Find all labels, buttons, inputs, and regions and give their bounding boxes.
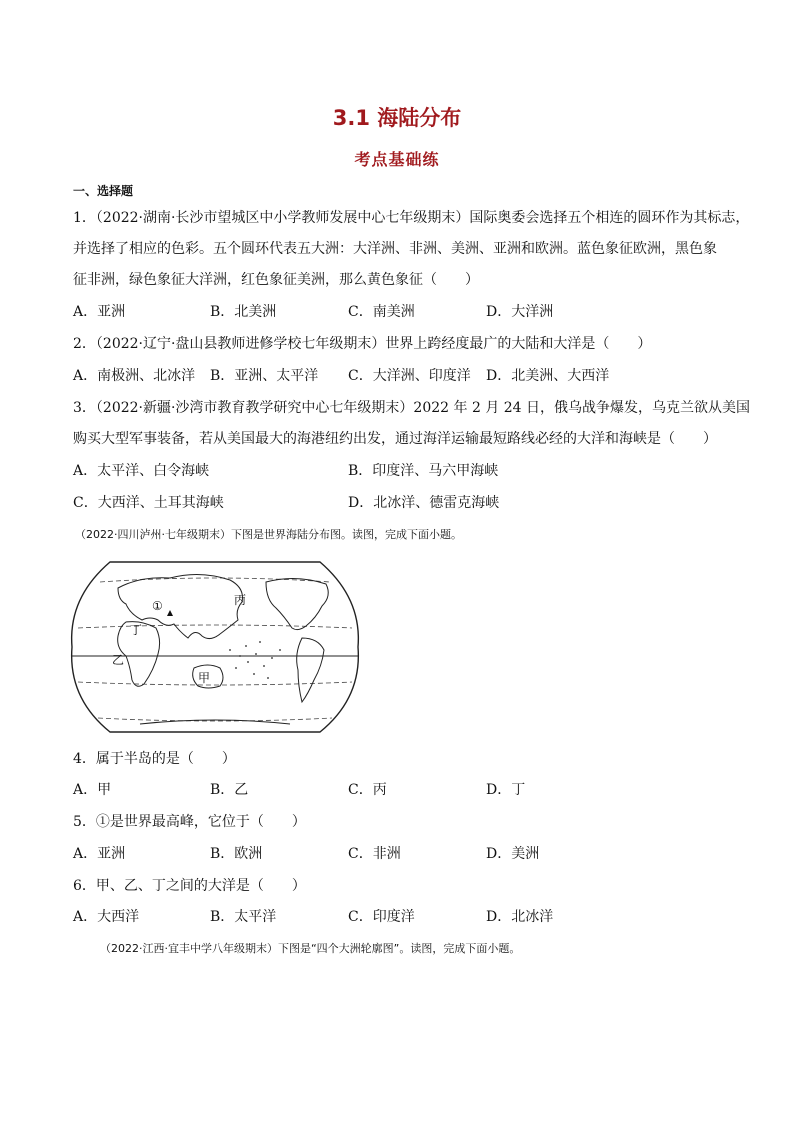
footer-intro-text: （2022·江西·宜丰中学八年级期末）下图是“四个大洲轮廓图”。读图，完成下面小题。 (100, 942, 521, 955)
q3-option-b: B．印度洋、马六甲海峡 (348, 463, 499, 479)
q4-option-a: A．甲 (73, 782, 112, 798)
page-subtitle: 考点基础练 (354, 150, 440, 169)
q6-option-c: C．印度洋 (348, 909, 415, 925)
section-heading: 一、选择题 (73, 184, 134, 198)
map-intro-text: （2022·四川泸州·七年级期末）下图是世界海陆分布图。读图，完成下面小题。 (75, 528, 462, 541)
map-label-peak: ① (152, 599, 163, 613)
world-map (70, 558, 360, 736)
q4-text: 4．属于半岛的是（ ） (73, 751, 236, 767)
map-label-bing: 丙 (234, 593, 247, 607)
q3-option-c: C．大西洋、土耳其海峡 (73, 495, 224, 511)
q6-option-a: A．大西洋 (73, 909, 140, 925)
q3-text-line1: 3．（2022·新疆·沙湾市教育教学研究中心七年级期末）2022 年 2 月 24 日，俄乌战争爆发，乌克兰欲从美国 (73, 400, 751, 416)
q2-option-a: A．南极洲、北冰洋 (73, 368, 196, 384)
q6-option-b: B．太平洋 (210, 909, 277, 925)
q3-option-d: D．北冰洋、德雷克海峡 (348, 495, 500, 511)
q1-option-d: D．大洋洲 (486, 304, 554, 320)
q1-text-line2: 并选择了相应的色彩。五个圆环代表五大洲：大洋洲、非洲、美洲、亚洲和欧洲。蓝色象征欧洲，黑色象 (73, 241, 717, 257)
q1-option-c: C．南美洲 (348, 304, 415, 320)
map-label-yi: 乙 (112, 653, 125, 667)
q1-text-line1: 1．（2022·湖南·长沙市望城区中小学教师发展中心七年级期末）国际奥委会选择五个相连的圆环作为其标志， (73, 210, 750, 226)
q5-option-d: D．美洲 (486, 846, 540, 862)
page-title: 3.1 海陆分布 (332, 106, 462, 130)
map-label-jia: 甲 (198, 671, 211, 685)
map-label-ding: 丁 (130, 623, 143, 637)
q2-option-d: D．北美洲、大西洋 (486, 368, 610, 384)
q4-option-d: D．丁 (486, 782, 526, 798)
q4-option-c: C．丙 (348, 782, 387, 798)
q2-option-b: B．亚洲、太平洋 (210, 368, 319, 384)
q3-option-a: A．太平洋、白令海峡 (73, 463, 210, 479)
q6-text: 6．甲、乙、丁之间的大洋是（ ） (73, 878, 306, 894)
q2-text: 2．（2022·辽宁·盘山县教师进修学校七年级期末）世界上跨经度最广的大陆和大洋是（ ） (73, 336, 652, 352)
q1-option-a: A．亚洲 (73, 304, 126, 320)
q4-option-b: B．乙 (210, 782, 249, 798)
q1-option-b: B．北美洲 (210, 304, 277, 320)
map-outline (72, 562, 359, 732)
q1-text-line3: 征非洲，绿色象征大洋洲，红色象征美洲，那么黄色象征（ ） (73, 272, 479, 288)
q2-option-c: C．大洋洲、印度洋 (348, 368, 471, 384)
q5-option-b: B．欧洲 (210, 846, 263, 862)
q5-option-a: A．亚洲 (73, 846, 126, 862)
q5-text: 5．①是世界最高峰，它位于（ ） (73, 814, 306, 830)
q3-text-line2: 购买大型军事装备，若从美国最大的海港纽约出发，通过海洋运输最短路线必经的大洋和海峡是（ ） (73, 431, 717, 447)
q5-option-c: C．非洲 (348, 846, 401, 862)
q6-option-d: D．北冰洋 (486, 909, 554, 925)
